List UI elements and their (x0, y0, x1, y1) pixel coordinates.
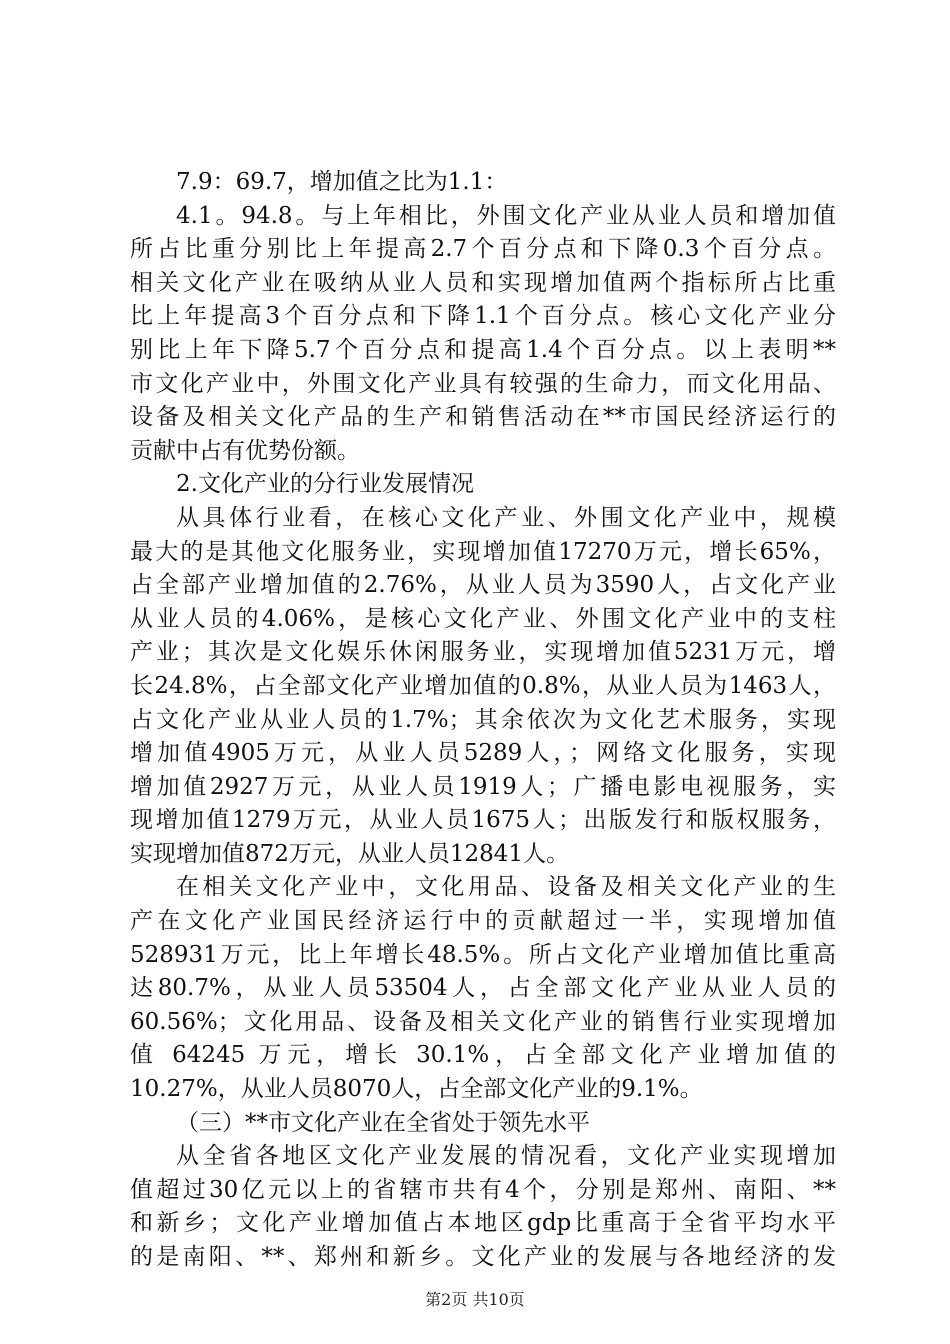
text-line: 相关文化产业在吸纳从业人员和实现增加值两个指标所占比重 (130, 269, 836, 296)
text-line: 贡献中占有优势份额。 (130, 437, 360, 464)
text-line: 产业；其次是文化娱乐休闲服务业，实现增加值5231万元，增 (130, 639, 836, 666)
text-line: 比上年提高3个百分点和下降1.1个百分点。核心文化产业分 (130, 303, 836, 330)
text-line: 最大的是其他文化服务业，实现增加值17270万元，增长65%， (130, 538, 836, 565)
text-line: 别比上年下降5.7个百分点和提高1.4个百分点。以上表明** (130, 336, 836, 363)
text-line: 现增加值1279万元，从业人员1675人；出版发行和版权服务， (130, 807, 836, 834)
text-line: 市文化产业中，外围文化产业具有较强的生命力，而文化用品、 (130, 370, 836, 397)
text-line: 设备及相关文化产品的生产和销售活动在**市国民经济运行的 (130, 404, 836, 431)
text-line: 528931万元，比上年增长48.5%。所占文化产业增加值比重高 (130, 941, 836, 968)
text-line: 60.56%；文化用品、设备及相关文化产业的销售行业实现增加 (130, 1008, 836, 1035)
text-line: 的是南阳、**、郑州和新乡。文化产业的发展与各地经济的发 (130, 1244, 836, 1270)
text-line: 从全省各地区文化产业发展的情况看，文化产业实现增加 (176, 1143, 836, 1170)
text-line: 增加值2927万元，从业人员1919人；广播电影电视服务，实 (130, 773, 836, 800)
text-line: 10.27%，从业人员8070人，占全部文化产业的9.1%。 (130, 1076, 703, 1103)
text-line: 达80.7%，从业人员53504人，占全部文化产业从业人员的 (130, 975, 836, 1002)
text-line: 值超过30亿元以上的省辖市共有4个，分别是郑州、南阳、** (130, 1176, 836, 1203)
section-heading: （三）**市文化产业在全省处于领先水平 (176, 1109, 590, 1136)
text-line: 占全部产业增加值的2.76%，从业人员为3590人，占文化产业 (130, 572, 836, 599)
section-heading: 2.文化产业的分行业发展情况 (176, 471, 474, 498)
text-line: 从业人员的4.06%，是核心文化产业、外围文化产业中的支柱 (130, 605, 836, 632)
body-text (130, 166, 836, 1275)
text-line: 从具体行业看，在核心文化产业、外围文化产业中，规模 (176, 504, 836, 531)
text-line: 占文化产业从业人员的1.7%；其余依次为文化艺术服务，实现 (130, 706, 836, 733)
text-line: 产在文化产业国民经济运行中的贡献超过一半，实现增加值 (130, 908, 836, 935)
text-line: 实现增加值872万元，从业人员12841人。 (130, 840, 570, 867)
text-line: 值 64245 万元，增长 30.1%，占全部文化产业增加值的 (130, 1042, 836, 1069)
text-line: 长24.8%，占全部文化产业增加值的0.8%，从业人员为1463人， (130, 672, 836, 699)
text-line: 和新乡；文化产业增加值占本地区gdp比重高于全省平均水平 (130, 1210, 836, 1237)
page-footer: 第2页 共10页 (425, 1290, 525, 1309)
text-line: 7.9：69.7，增加值之比为1.1： (176, 169, 508, 195)
text-line: 所占比重分别比上年提高2.7个百分点和下降0.3个百分点。 (130, 236, 836, 263)
text-line: 增加值4905万元，从业人员5289人，；网络文化服务，实现 (130, 740, 836, 767)
text-line: 4.1。94.8。与上年相比，外围文化产业从业人员和增加值 (176, 202, 836, 229)
text-line: 在相关文化产业中，文化用品、设备及相关文化产业的生 (176, 874, 836, 901)
